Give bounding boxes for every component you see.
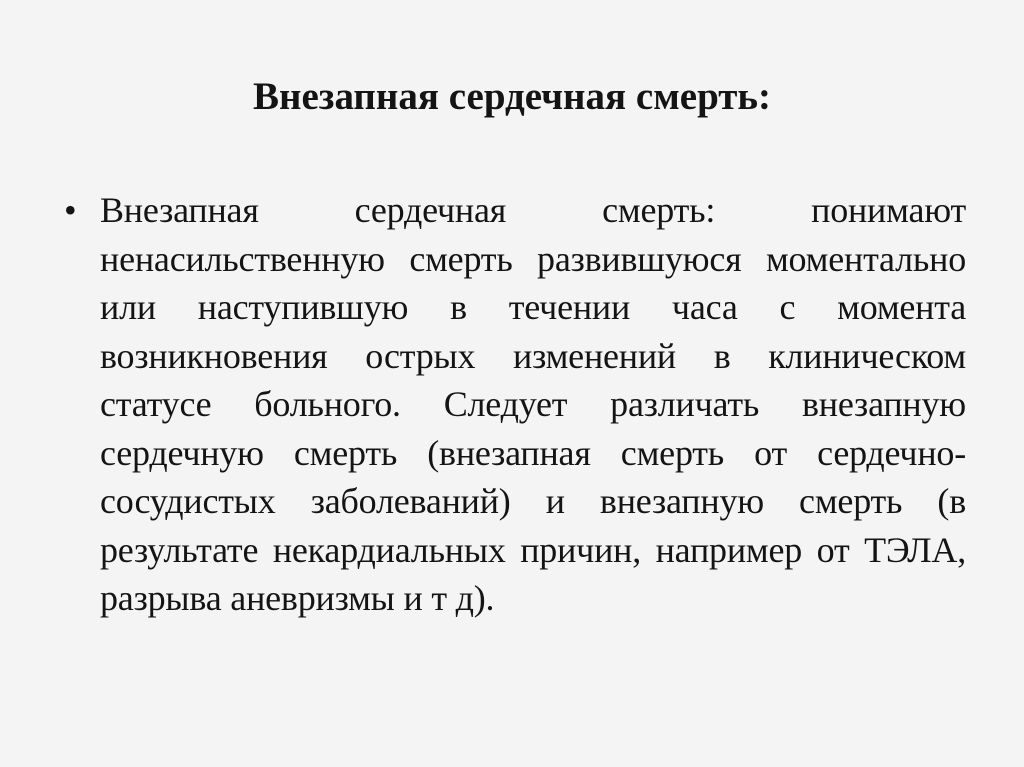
- slide-title: Внезапная сердечная смерть:: [252, 75, 772, 118]
- bullet-marker: •: [64, 190, 77, 230]
- bullet-item: [64, 186, 966, 623]
- bullet-list: [64, 186, 966, 623]
- bullet-text: Внезапная сердечная смерть: понимают ненасильственную смерть развившуюся моментально или наступившую в течении часа с момента возникновения острых изменений в клиническом статусе больного. Следует различать внезапную сердечную смерть (внезапная смерть от сердечно-сосудистых заболеваний) и внезапную смерть (в результате некардиальных причин, например от ТЭЛА, разрыва аневризмы и т д).: [100, 190, 966, 618]
